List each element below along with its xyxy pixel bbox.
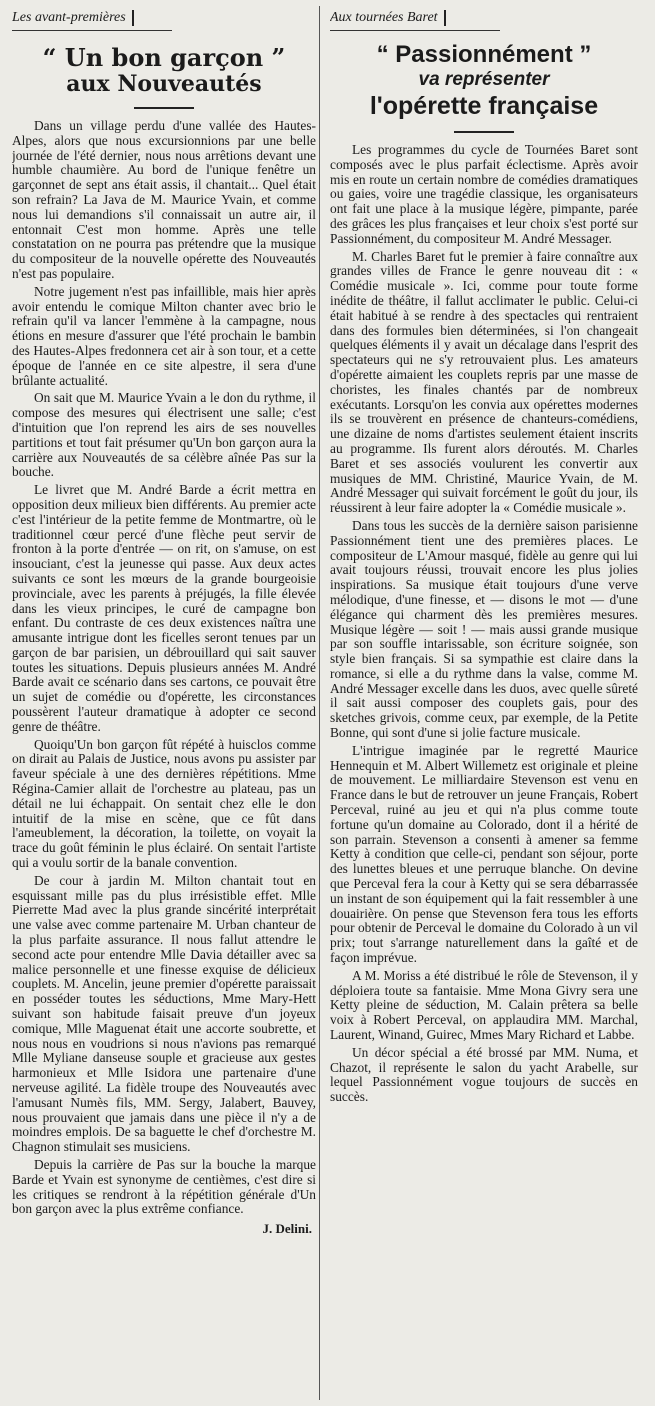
paragraph: A M. Moriss a été distribué le rôle de Stevenson, il y déploiera toute sa fantaisie. Mme Mona Givry sera une Ketty pleine de séduction, M. Calain prêtera sa belle voix à Robert Perceval, on applaudira MM. Marchal, Laurent, Winand, Guirec, Mmes Mary Richard et Labbe. (330, 967, 638, 1043)
rubric-underline (330, 30, 500, 31)
left-rubric (12, 8, 316, 28)
paragraph: L'intrigue imaginée par le regretté Maurice Hennequin et M. Albert Willemetz est originale et pleine de mouvement. Le milliardaire Stevenson est venu en France dans le but de retrouver un jeune Français, Robert Perceval, ruiné au jeu et qui n'a plus comme toute fortune qu'un domaine au Colorado, dont il a hérité de son parrain. Stevenson a consenti à amener sa femme Ketty à condition que celle-ci, pendant son séjour, porte des lunettes bleues et une perruque blanche. On devine que Perceval fera la cour à Ketty qui se sera débarrassée un instant de son équipement qui la fait ressembler à une douairière. On pense que Stevenson fera tous les efforts pour obtenir de Perceval le domaine du Colorado à un vil prix; tout s'arrange naturellement dans la gaîté et de façon imprévue. (330, 742, 638, 966)
paragraph: Les programmes du cycle de Tournées Baret sont composés avec le plus parfait éclectisme. Après avoir mis en route un certain nombre de comédies dramatiques ou gaies, voire une tragédie classique, les organisateurs ont fait une place à la musique légère, pimpante, parée des grâces les plus françaises et leur choix s'est porté sur Passionnément, du compositeur M. André Messager. (330, 142, 638, 246)
right-title-line3: l'opérette française (369, 92, 599, 120)
paragraph: On sait que M. Maurice Yvain a le don du rythme, il compose des mesures qui électrisent une salle; c'est d'intuition que l'on reprend les airs de ses nouvelles partitions et tout fait présumer qu'Un bon garçon aura la carrière aux Nouveautés de sa célèbre aînée Pas sur la bouche. (12, 390, 316, 480)
column-divider (319, 6, 320, 1400)
right-rubric-label: Aux tournées Baret (330, 10, 438, 25)
paragraph: Quoiqu'Un bon garçon fût répété à huisclos comme on dirait au Palais de Justice, nous avons pu assister par faveur spéciale à une des dernières répétitions. Mme Régina-Camier allait de l'orchestre au plateau, pas un détail ne lui échappait. On sentait chez elle le don intuitif de la mise en scène, que ce fût dans l'ameublement, la décoration, la toilette, on voyait la trace du goût féminin le plus éclairé. On sentait l'artiste qui a voulu sortir de la banale convention. (12, 736, 316, 871)
rubric-underline (12, 30, 172, 31)
right-title-line2: va représenter (418, 69, 550, 90)
paragraph: De cour à jardin M. Milton chantait tout en esquissant mille pas du plus irrésistible effet. Mlle Pierrette Mad avec la plus grande sincérité interprétait une valse avec comme partenaire M. Urban chanteur de la plus parfaite assurance. Il nous fallut attendre le second acte pour entendre Mlle Davia détailler avec sa malice personnelle et une finesse exquise de délicieux couplets. M. Ancelin, jeune premier d'opérette paraissait en posséder toutes les séductions, Mme Mary-Hett suivant son habitude faisait preuve d'un joyeux comique, Mlle Maguenat était une accorte soubrette, et nous nous en voudrions si nous n'avions pas remarqué Mlle Myliane danseuse souple et gracieuse aux gestes harmonieux et Mlle Isidora une partenaire d'une nerveuse agilité. La fidèle troupe des Nouveautés avec l'amusant Numès fils, MM. Sergy, Jalabert, Bauvey, nous prouvaient que jamais dans une pièce il n'y a de moindres emplois. De sa baguette le chef d'orchestre M. Chagnon stimulait ses musiciens. (12, 872, 316, 1155)
left-article-body (12, 119, 316, 1217)
left-column (12, 0, 316, 1406)
right-column (330, 0, 638, 1406)
paragraph: M. Charles Baret fut le premier à faire connaître aux grandes villes de France le genre nouveau dit : « Comédie musicale ». Ici, comme pour toute forme inédite de théâtre, il fallut acclimater le public. Celui-ci était habitué à se rendre à des spectacles qui rentraient dans des formules bien déterminées, si l'on changeait quelques éléments il y avait un décalage dans l'esprit des spectateurs qui ne s'y retrouvaient plus. Les amateurs d'opérette aimaient les couplets repris par une masse de choristes, les finales chantés par de nombreux exécutants. Lorsqu'on les convia aux opérettes modernes ils se trouvèrent en présence de chanteurs-comédiens, une dizaine de noms d'artistes seulement étaient inscrits au programme. Ils furent alors déroutés. M. Charles Baret et ses associés voulurent les convertir aux musiques de MM. Christiné, Maurice Yvain, de M. André Messager qui suivait forcément le goût du jour, ils réussirent à leur faire adopter la « Comédie musicale ». (330, 248, 638, 516)
title-separator (134, 107, 194, 109)
left-subtitle: aux Nouveautés (66, 71, 262, 97)
paragraph: Depuis la carrière de Pas sur la bouche la marque Barde et Yvain est synonyme de centièmes, c'est dire si les critiques se rendront à la répétition générale d'Un bon garçon avec la plus extrême confiance. (12, 1156, 316, 1217)
right-article-body (330, 143, 638, 1105)
rubric-bar (444, 10, 446, 26)
signature: J. Delini. (262, 1221, 312, 1237)
paragraph: Dans un village perdu d'une vallée des Hautes-Alpes, alors que nous excursionnions par une belle journée de l'été dernier, nous nous arrêtions devant une humble chaumière. Au bord de l'unique fenêtre un garçonnet de sept ans était assis, il chantait... Quel était son refrain? La Java de M. Maurice Yvain, et comme nous lui demandions s'il connaissait un autre air, il entonnait C'est mon homme. Après une telle constatation on ne pourra pas prétendre que la musique du compositeur de la nouvelle opérette des Nouveautés n'est pas populaire. (12, 118, 316, 281)
right-rubric (330, 8, 638, 28)
paragraph: Notre jugement n'est pas infaillible, mais hier après avoir entendu le comique Milton chanter avec brio le refrain qu'il va lancer l'emmène à la campagne, nous étions en mesure d'assurer que l'été prochain le bambin des Hautes-Alpes fredonnera cet air à son tour, et a cette époque de l'année en ce site alpestre, il sera d'une brûlante actualité. (12, 283, 316, 388)
title-separator (454, 131, 514, 133)
right-title: “ Passionnément ” (376, 41, 592, 68)
paragraph: Un décor spécial a été brossé par MM. Numa, et Chazot, il représente le salon du yacht Arabelle, sur lequel Passionnément vogue toujours de succès en succès. (330, 1044, 638, 1105)
left-title: “ Un bon garçon ” (42, 43, 286, 72)
rubric-bar (132, 10, 134, 26)
paragraph: Le livret que M. André Barde a écrit mettra en opposition deux milieux bien différents. Au premier acte c'est l'intérieur de la petite femme de Montmartre, où le traditionnel cœur percé d'une flèche peut servir de fronton à la porte d'entrée — on rit, on s'amuse, on est insouciant, c'est la jeunesse qui passe. Aux deux actes suivants ce sont les mœurs de la grande bourgeoisie provinciale, avec les parents à préjugés, la fille élevée dans les vieux principes, le curé de campagne bon enfant. Du contraste de ces deux existences naîtra une amusante intrigue dont les ficelles seront tenues par un garçon de bar parisien, un débrouillard qui sait sauver toutes les situations. Depuis plusieurs années M. André Barde avait ce scénario dans ses cartons, ce pouvait être un sujet de comédie ou d'opérette, les circonstances poussèrent l'auteur dramatique à adopter ce second genre de théâtre. (12, 482, 316, 734)
paragraph: Dans tous les succès de la dernière saison parisienne Passionnément tient une des premières places. Le compositeur de L'Amour masqué, fidèle au genre qui lui avait toujours réussi, trouvait encore les plus jolies inspirations. Sa musique était toujours d'une verve mélodique, d'une finesse, et — disons le mot — d'une élégance qui charment dès les premières mesures. Musique légère — soit ! — mais aussi grande musique par son souffle intarissable, son écriture soignée, son style bien français. Si sa sympathie est claire dans la romance, si elle a du rythme dans la valse, comme M. André Messager excelle dans les duos, avec quelle sûreté il sait aussi composer des couplets gais, pour des sketches grivois, comme ceux, par exemple, de la Petite Bonne, qui sont d'une si jolie facture musicale. (330, 517, 638, 741)
left-rubric-label: Les avant-premières (12, 10, 126, 25)
